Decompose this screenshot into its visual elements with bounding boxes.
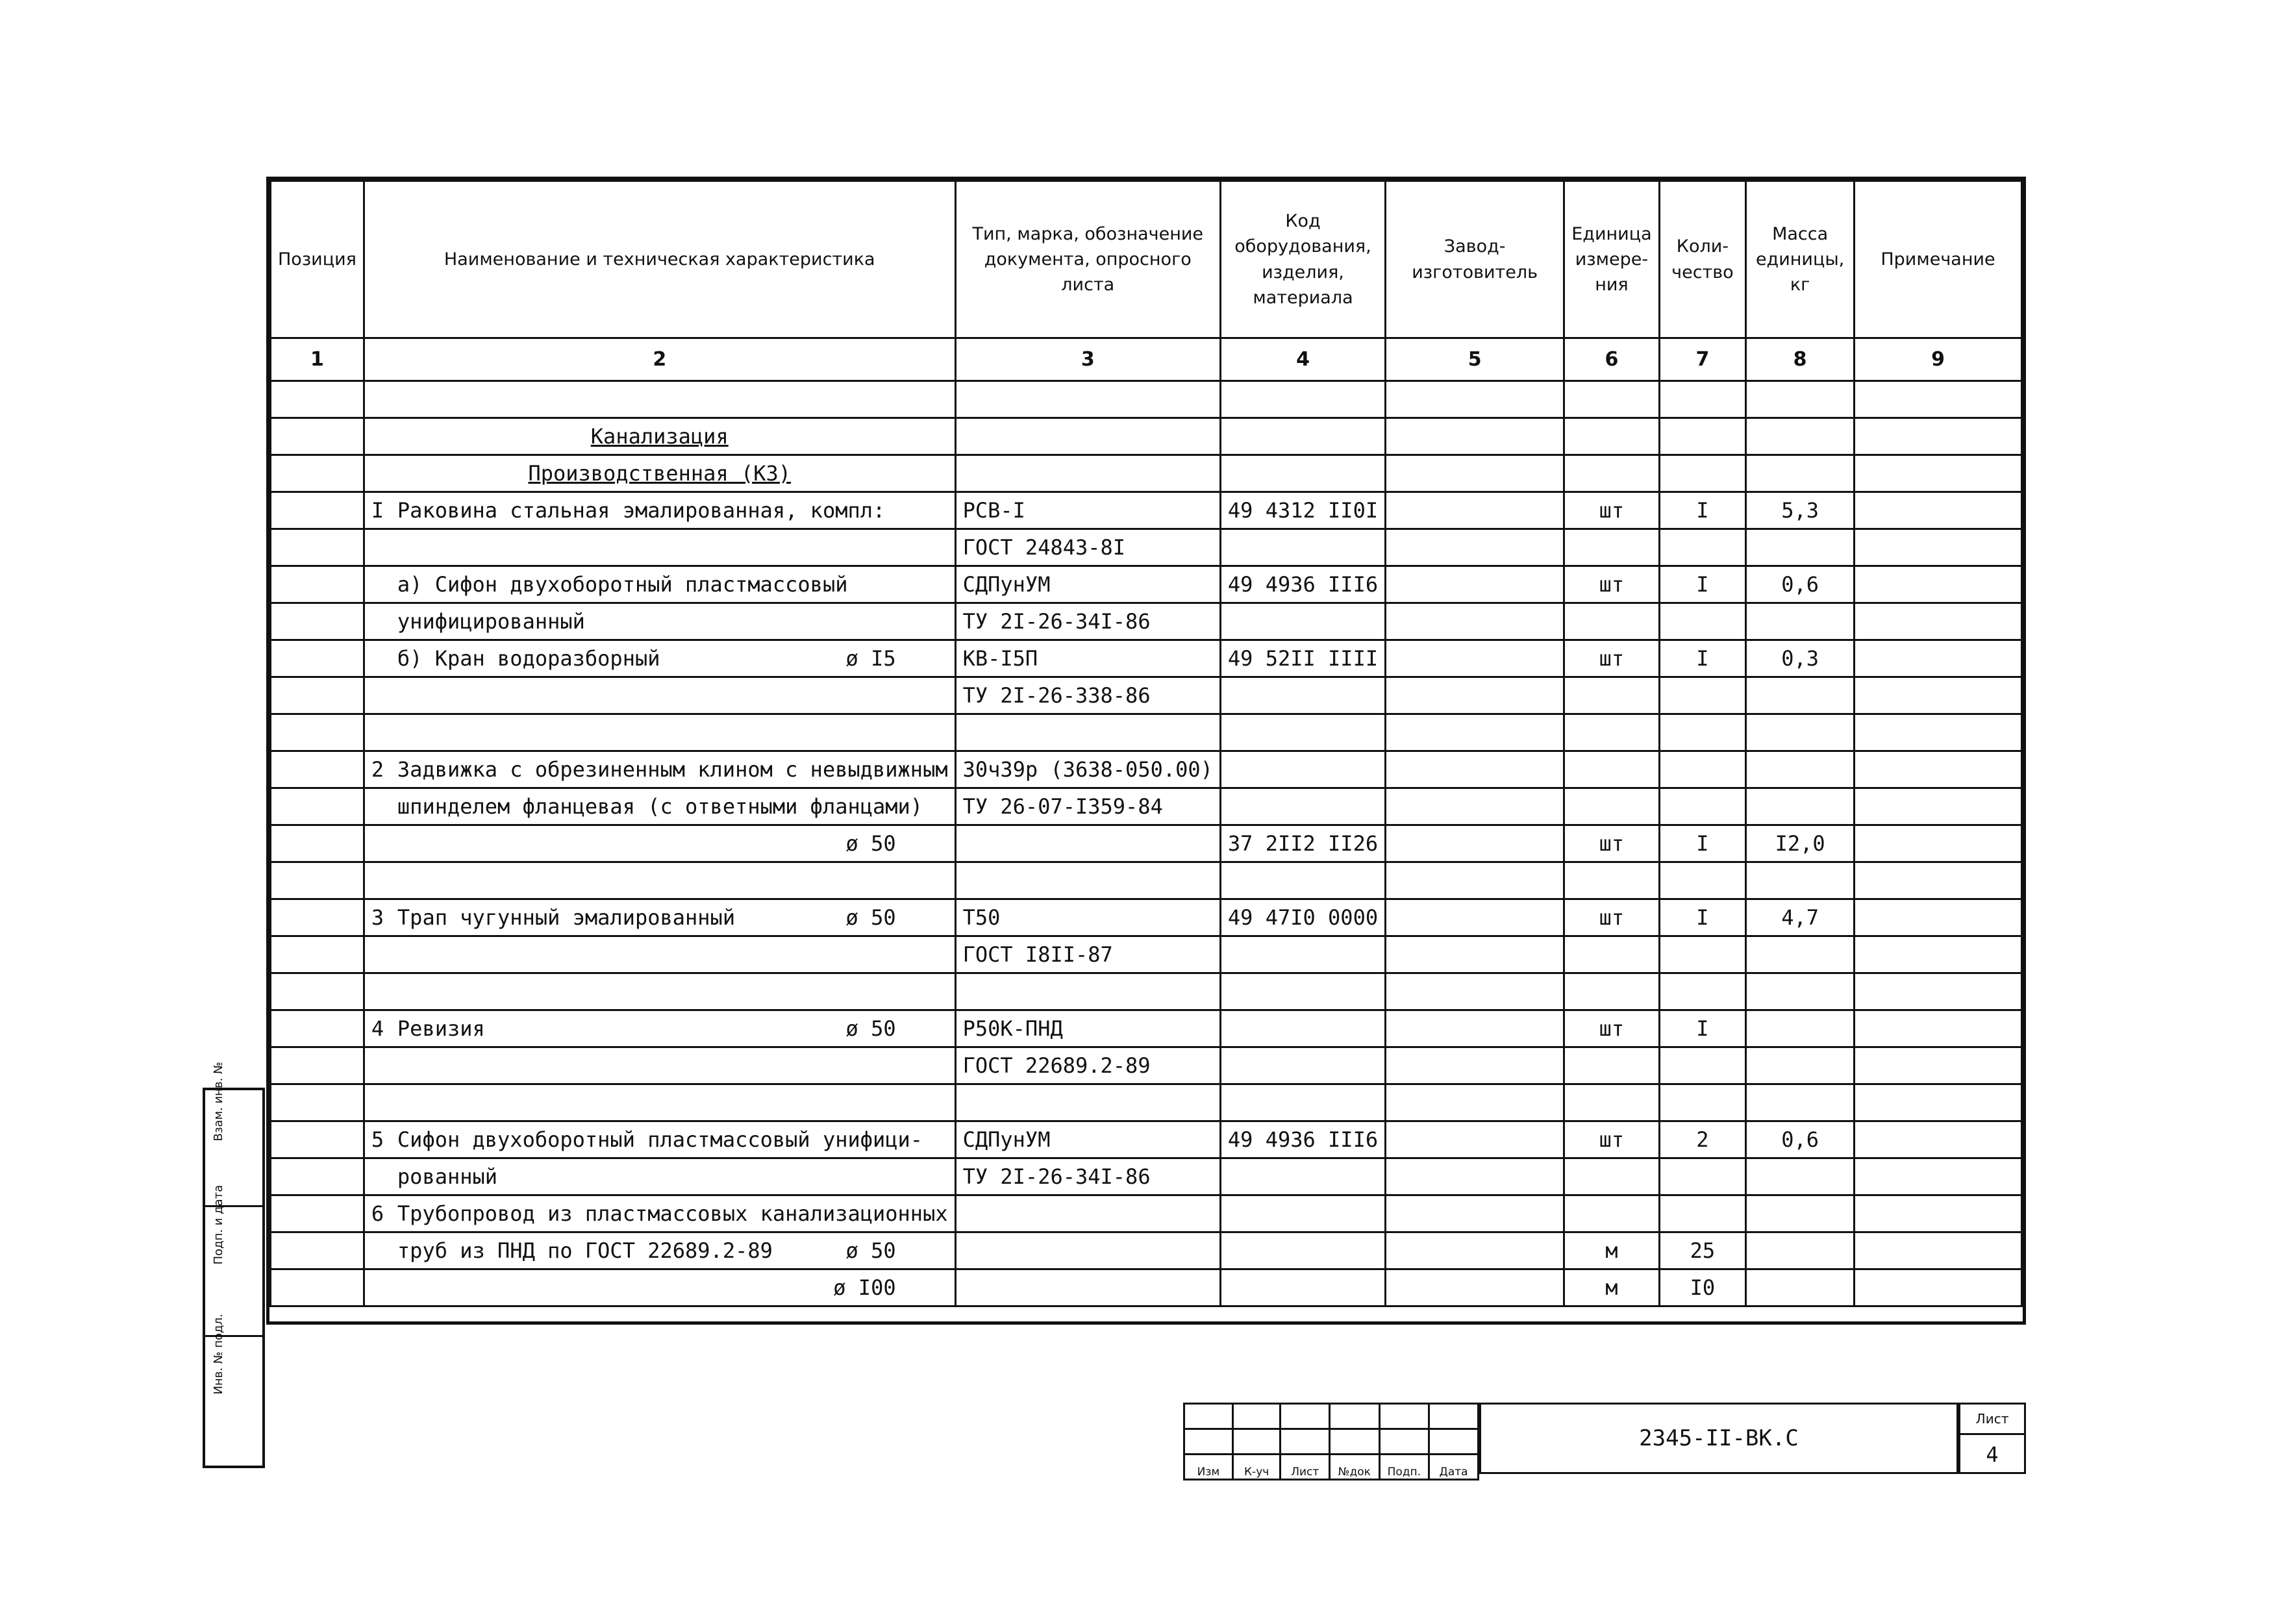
cell-position (271, 714, 364, 751)
table-row (271, 973, 2022, 1010)
cell-name (364, 1121, 955, 1158)
cell-manufacturer (1386, 603, 1564, 640)
cell-type (955, 1232, 1220, 1269)
cell-manufacturer (1386, 1121, 1564, 1158)
cell-unit (1564, 529, 1659, 566)
cell-unit (1564, 1084, 1659, 1121)
cell-mass (1746, 714, 1855, 751)
table-row (271, 1047, 2022, 1084)
rev-label: Подп. (1379, 1455, 1429, 1480)
cell-name (364, 492, 955, 529)
table-row (271, 714, 2022, 751)
item-name: Задвижка с обрезиненным клином с невыдвижным (397, 757, 948, 782)
table-row (271, 751, 2022, 788)
cell-type: ГОСТ I8II-87 (955, 936, 1220, 973)
side-stamp-field: Взам. инв. № (205, 1090, 262, 1207)
cell-position (271, 640, 364, 677)
cell-quantity (1659, 677, 1746, 714)
cell-position (271, 862, 364, 899)
cell-name (364, 1195, 955, 1232)
cell-quantity (1659, 1195, 1746, 1232)
item-diameter: ø 50 (845, 831, 896, 856)
item-name: Раковина стальная эмалированная, компл: (397, 498, 886, 523)
cell-note (1855, 1232, 2022, 1269)
cell-unit (1564, 973, 1659, 1010)
item-name: Трап чугунный эмалированный (397, 905, 736, 930)
cell-mass (1746, 751, 1855, 788)
cell-mass (1746, 1084, 1855, 1121)
cell-manufacturer (1386, 788, 1564, 825)
cell-mass: 0,3 (1746, 640, 1855, 677)
cell-mass (1746, 1158, 1855, 1195)
cell-unit: шт (1564, 899, 1659, 936)
title-block (1183, 1403, 2026, 1479)
colnum-7: 7 (1659, 338, 1746, 381)
cell-note (1855, 973, 2022, 1010)
table-row (271, 492, 2022, 529)
cell-code (1220, 1269, 1385, 1306)
cell-code (1220, 1195, 1385, 1232)
item-name: рованный (397, 1164, 498, 1189)
table-row (271, 1269, 2022, 1306)
colnum-5: 5 (1386, 338, 1564, 381)
table-row (271, 1158, 2022, 1195)
cell-type: ТУ 2I-26-34I-86 (955, 1158, 1220, 1195)
spec-sheet (266, 177, 2026, 1325)
document-code: 2345-II-ВК.С (1479, 1403, 1958, 1474)
cell-note (1855, 899, 2022, 936)
cell-code (1220, 788, 1385, 825)
header-code: Код оборудования, изделия, материала (1220, 181, 1385, 338)
cell-name (364, 603, 955, 640)
section-title: Канализация (590, 424, 729, 449)
cell-code (1220, 714, 1385, 751)
cell-manufacturer (1386, 714, 1564, 751)
cell-unit: м (1564, 1269, 1659, 1306)
cell-code: 49 4936 III6 (1220, 1121, 1385, 1158)
cell-quantity: I (1659, 1010, 1746, 1047)
item-number: 3 (371, 905, 384, 930)
table-row (271, 825, 2022, 862)
item-name: шпинделем фланцевая (с ответными фланцами) (397, 794, 923, 819)
item-name: Трубопровод из пластмассовых канализационных (397, 1201, 948, 1226)
cell-note (1855, 1269, 2022, 1306)
cell-code: 49 47I0 0000 (1220, 899, 1385, 936)
cell-mass (1746, 1195, 1855, 1232)
colnum-1: 1 (271, 338, 364, 381)
item-diameter: ø 50 (845, 1016, 896, 1041)
cell-mass (1746, 529, 1855, 566)
cell-quantity: I (1659, 492, 1746, 529)
cell-manufacturer (1386, 899, 1564, 936)
cell-manufacturer (1386, 1047, 1564, 1084)
item-number: I (371, 498, 384, 523)
cell-position (271, 1084, 364, 1121)
cell-position (271, 1121, 364, 1158)
cell-code (1220, 1084, 1385, 1121)
cell-note (1855, 751, 2022, 788)
cell-code: 37 2II2 II26 (1220, 825, 1385, 862)
cell-quantity: I (1659, 825, 1746, 862)
cell-manufacturer (1386, 529, 1564, 566)
section-subtitle: Производственная (К3) (528, 461, 792, 486)
cell-type: ТУ 2I-26-34I-86 (955, 603, 1220, 640)
cell-position (271, 1232, 364, 1269)
cell-note (1855, 1195, 2022, 1232)
cell-position (271, 492, 364, 529)
cell-name (364, 899, 955, 936)
cell-position (271, 751, 364, 788)
cell-type (955, 973, 1220, 1010)
cell-name (364, 1158, 955, 1195)
side-stamp-field: Подп. и дата (205, 1207, 262, 1337)
spec-rows (271, 492, 2022, 1306)
cell-type (955, 1195, 1220, 1232)
cell-manufacturer (1386, 640, 1564, 677)
cell-mass (1746, 1047, 1855, 1084)
cell-note (1855, 862, 2022, 899)
colnum-2: 2 (364, 338, 955, 381)
table-row (271, 603, 2022, 640)
cell-quantity (1659, 788, 1746, 825)
cell-unit: шт (1564, 640, 1659, 677)
item-number: 6 (371, 1201, 384, 1226)
cell-note (1855, 936, 2022, 973)
cell-name (364, 1047, 955, 1084)
cell-name (364, 529, 955, 566)
table-row (271, 788, 2022, 825)
cell-quantity (1659, 529, 1746, 566)
cell-mass: I2,0 (1746, 825, 1855, 862)
item-number: 5 (371, 1127, 384, 1152)
cell-unit: шт (1564, 1010, 1659, 1047)
cell-name (364, 751, 955, 788)
header-position: Позиция (271, 181, 364, 338)
item-diameter: ø I00 (833, 1275, 896, 1300)
cell-quantity: I (1659, 566, 1746, 603)
header-quantity: Коли-чество (1659, 181, 1746, 338)
cell-mass (1746, 1010, 1855, 1047)
cell-mass (1746, 936, 1855, 973)
cell-type (955, 714, 1220, 751)
item-name: Сифон двухоборотный пластмассовый унифици- (397, 1127, 923, 1152)
cell-manufacturer (1386, 1010, 1564, 1047)
item-number: 2 (371, 757, 384, 782)
cell-note (1855, 603, 2022, 640)
cell-code (1220, 677, 1385, 714)
item-diameter: ø I5 (845, 646, 896, 671)
cell-name (364, 862, 955, 899)
cell-code (1220, 603, 1385, 640)
colnum-6: 6 (1564, 338, 1659, 381)
item-name: б) Кран водоразборный (397, 646, 660, 671)
cell-manufacturer (1386, 1269, 1564, 1306)
cell-code: 49 4936 III6 (1220, 566, 1385, 603)
cell-manufacturer (1386, 677, 1564, 714)
table-row (271, 677, 2022, 714)
item-name: труб из ПНД по ГОСТ 22689.2-89 (397, 1238, 773, 1263)
cell-mass (1746, 788, 1855, 825)
sheet-number-box (1958, 1403, 2026, 1474)
cell-manufacturer (1386, 973, 1564, 1010)
cell-type: Т50 (955, 899, 1220, 936)
cell-manufacturer (1386, 566, 1564, 603)
cell-type (955, 862, 1220, 899)
item-name: Ревизия (397, 1016, 485, 1041)
cell-note (1855, 714, 2022, 751)
cell-manufacturer (1386, 751, 1564, 788)
cell-position (271, 529, 364, 566)
colnum-8: 8 (1746, 338, 1855, 381)
rev-label: №док (1330, 1455, 1379, 1480)
cell-name (364, 566, 955, 603)
cell-manufacturer (1386, 1232, 1564, 1269)
cell-unit: м (1564, 1232, 1659, 1269)
cell-quantity (1659, 751, 1746, 788)
cell-note (1855, 566, 2022, 603)
table-row (271, 1195, 2022, 1232)
cell-name (364, 1269, 955, 1306)
cell-code (1220, 1010, 1385, 1047)
cell-note (1855, 1084, 2022, 1121)
cell-type: КВ-I5П (955, 640, 1220, 677)
cell-mass (1746, 1269, 1855, 1306)
cell-name (364, 788, 955, 825)
sheet-label: Лист (1960, 1405, 2024, 1435)
cell-name (364, 1084, 955, 1121)
cell-code (1220, 1158, 1385, 1195)
cell-unit (1564, 862, 1659, 899)
table-row (271, 936, 2022, 973)
cell-mass (1746, 973, 1855, 1010)
cell-position (271, 899, 364, 936)
cell-position (271, 566, 364, 603)
header-note: Примечание (1855, 181, 2022, 338)
cell-code: 49 52II IIII (1220, 640, 1385, 677)
cell-manufacturer (1386, 936, 1564, 973)
cell-position (271, 1269, 364, 1306)
blank-row (271, 381, 2022, 418)
header-name: Наименование и техническая характеристика (364, 181, 955, 338)
cell-name (364, 825, 955, 862)
cell-position (271, 603, 364, 640)
cell-quantity (1659, 1047, 1746, 1084)
cell-mass: 0,6 (1746, 566, 1855, 603)
cell-unit (1564, 1195, 1659, 1232)
cell-note (1855, 1158, 2022, 1195)
cell-note (1855, 1047, 2022, 1084)
colnum-4: 4 (1220, 338, 1385, 381)
cell-quantity: 2 (1659, 1121, 1746, 1158)
table-row (271, 640, 2022, 677)
spec-table (269, 180, 2023, 1307)
cell-code (1220, 751, 1385, 788)
side-stamp-field: Инв. № подл. (212, 1314, 225, 1395)
table-row (271, 1010, 2022, 1047)
header-type: Тип, марка, обозначение документа, опросного листа (955, 181, 1220, 338)
cell-type: ТУ 26-07-I359-84 (955, 788, 1220, 825)
cell-unit (1564, 714, 1659, 751)
rev-label: Дата (1429, 1455, 1479, 1480)
cell-position (271, 1047, 364, 1084)
cell-manufacturer (1386, 862, 1564, 899)
cell-type: Р50К-ПНД (955, 1010, 1220, 1047)
colnum-3: 3 (955, 338, 1220, 381)
cell-note (1855, 529, 2022, 566)
cell-unit (1564, 788, 1659, 825)
cell-code (1220, 936, 1385, 973)
cell-name (364, 640, 955, 677)
cell-quantity (1659, 1084, 1746, 1121)
cell-unit: шт (1564, 566, 1659, 603)
cell-code (1220, 862, 1385, 899)
cell-position (271, 936, 364, 973)
cell-type: СДПунУМ (955, 1121, 1220, 1158)
cell-unit (1564, 1047, 1659, 1084)
cell-note (1855, 492, 2022, 529)
cell-unit (1564, 603, 1659, 640)
cell-position (271, 973, 364, 1010)
cell-quantity (1659, 973, 1746, 1010)
header-unit: Единица измере-ния (1564, 181, 1659, 338)
cell-manufacturer (1386, 1158, 1564, 1195)
rev-label: Изм (1184, 1455, 1233, 1480)
cell-mass: 0,6 (1746, 1121, 1855, 1158)
cell-unit: шт (1564, 825, 1659, 862)
cell-quantity (1659, 1158, 1746, 1195)
cell-quantity: I (1659, 640, 1746, 677)
table-row (271, 899, 2022, 936)
table-row (271, 1121, 2022, 1158)
section-subtitle-row (271, 455, 2022, 492)
cell-code (1220, 1232, 1385, 1269)
cell-type: РСВ-I (955, 492, 1220, 529)
cell-name (364, 936, 955, 973)
cell-mass: 4,7 (1746, 899, 1855, 936)
cell-type: 30ч39р (3638-050.00) (955, 751, 1220, 788)
colnum-9: 9 (1855, 338, 2022, 381)
cell-quantity: 25 (1659, 1232, 1746, 1269)
table-row (271, 1084, 2022, 1121)
cell-mass (1746, 603, 1855, 640)
cell-position (271, 825, 364, 862)
cell-name (364, 973, 955, 1010)
cell-mass (1746, 862, 1855, 899)
sheet-number: 4 (1986, 1442, 1999, 1467)
item-diameter: ø 50 (845, 905, 896, 930)
item-number: 4 (371, 1016, 384, 1041)
item-name: унифицированный (397, 609, 585, 634)
cell-unit (1564, 751, 1659, 788)
section-title-row (271, 418, 2022, 455)
cell-mass (1746, 677, 1855, 714)
cell-code (1220, 529, 1385, 566)
cell-unit (1564, 936, 1659, 973)
cell-manufacturer (1386, 825, 1564, 862)
cell-position (271, 1010, 364, 1047)
header-manufacturer: Завод-изготовитель (1386, 181, 1564, 338)
cell-name (364, 1232, 955, 1269)
cell-note (1855, 788, 2022, 825)
header-mass: Масса единицы, кг (1746, 181, 1855, 338)
cell-unit: шт (1564, 492, 1659, 529)
cell-mass (1746, 1232, 1855, 1269)
cell-code: 49 4312 II0I (1220, 492, 1385, 529)
cell-unit (1564, 1158, 1659, 1195)
cell-unit (1564, 677, 1659, 714)
cell-quantity (1659, 936, 1746, 973)
side-stamp (203, 1061, 265, 1468)
cell-name (364, 677, 955, 714)
cell-quantity (1659, 603, 1746, 640)
cell-mass: 5,3 (1746, 492, 1855, 529)
item-name: а) Сифон двухоборотный пластмассовый (397, 572, 848, 597)
header-row (271, 181, 2022, 338)
cell-position (271, 1195, 364, 1232)
cell-note (1855, 825, 2022, 862)
cell-note (1855, 677, 2022, 714)
cell-code (1220, 1047, 1385, 1084)
rev-label: К-уч (1232, 1455, 1280, 1480)
cell-code (1220, 973, 1385, 1010)
table-row (271, 529, 2022, 566)
table-row (271, 566, 2022, 603)
revision-grid (1183, 1403, 1479, 1480)
cell-manufacturer (1386, 492, 1564, 529)
item-diameter: ø 50 (845, 1238, 896, 1263)
cell-position (271, 677, 364, 714)
cell-note (1855, 1010, 2022, 1047)
cell-manufacturer (1386, 1084, 1564, 1121)
cell-name (364, 1010, 955, 1047)
cell-type (955, 825, 1220, 862)
table-row (271, 1232, 2022, 1269)
cell-name (364, 714, 955, 751)
cell-quantity: I (1659, 899, 1746, 936)
cell-unit: шт (1564, 1121, 1659, 1158)
cell-type: ТУ 2I-26-338-86 (955, 677, 1220, 714)
table-row (271, 862, 2022, 899)
cell-position (271, 1158, 364, 1195)
cell-position (271, 788, 364, 825)
cell-quantity (1659, 862, 1746, 899)
column-numbers-row (271, 338, 2022, 381)
cell-manufacturer (1386, 1195, 1564, 1232)
cell-quantity (1659, 714, 1746, 751)
cell-note (1855, 1121, 2022, 1158)
rev-label: Лист (1281, 1455, 1330, 1480)
cell-quantity: I0 (1659, 1269, 1746, 1306)
cell-type (955, 1269, 1220, 1306)
cell-type: СДПунУМ (955, 566, 1220, 603)
cell-type (955, 1084, 1220, 1121)
cell-note (1855, 640, 2022, 677)
cell-type: ГОСТ 22689.2-89 (955, 1047, 1220, 1084)
cell-type: ГОСТ 24843-8I (955, 529, 1220, 566)
